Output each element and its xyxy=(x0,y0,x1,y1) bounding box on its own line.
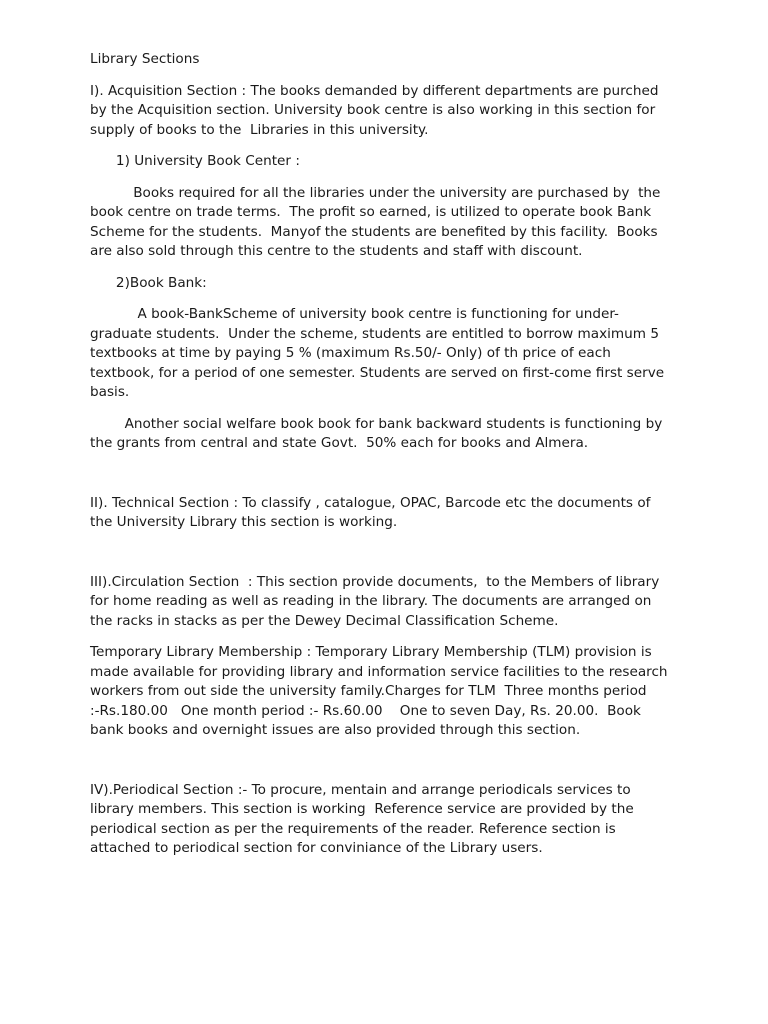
book-center-heading xyxy=(90,152,680,172)
circulation-section-paragraph xyxy=(90,573,680,632)
text-line: IV).Periodical Section :- To procure, mentain and arrange periodicals services to xyxy=(90,781,631,798)
text-line: supply of books to the Libraries in this university. xyxy=(90,121,429,138)
document-page xyxy=(90,50,680,859)
text-line: Scheme for the students. Manyof the students are benefited by this facility. Books xyxy=(90,223,658,240)
technical-section-paragraph xyxy=(90,494,680,533)
text-line: the University Library this section is working. xyxy=(90,514,398,530)
text-line: made available for providing library and information service facilities to the research xyxy=(90,663,668,680)
acquisition-paragraph xyxy=(90,82,680,141)
text-line: periodical section as per the requirements of the reader. Reference section is xyxy=(90,820,616,837)
text-line: III).Circulation Section : This section provide documents, to the Members of library xyxy=(90,573,660,590)
text-line: attached to periodical section for conviniance of the Library users. xyxy=(90,840,543,856)
text-line: A book-BankScheme of university book centre is functioning for under- xyxy=(90,306,619,322)
document-title xyxy=(90,50,680,70)
social-welfare-paragraph xyxy=(90,415,680,454)
text-line: Books required for all the libraries under the university are purchased by the xyxy=(90,184,661,201)
book-bank-paragraph xyxy=(90,305,680,403)
text-line: textbooks at time by paying 5 % (maximum Rs.50/- Only) of th price of each xyxy=(90,345,611,361)
text-line: book centre on trade terms. The profit so earned, is utilized to operate book Bank xyxy=(90,204,652,220)
title-line: Library Sections xyxy=(90,51,200,67)
text-line: bank books and overnight issues are also provided through this section. xyxy=(90,722,581,738)
text-line: textbook, for a period of one semester. Students are served on first-come first serve xyxy=(90,364,665,381)
book-center-paragraph xyxy=(90,184,680,262)
text-line: are also sold through this centre to the students and staff with discount. xyxy=(90,243,583,259)
text-line: Another social welfare book book for bank backward students is functioning by xyxy=(90,415,663,432)
temporary-membership-paragraph xyxy=(90,643,680,741)
subheading-line: 2)Book Bank: xyxy=(90,274,207,291)
text-line: workers from out side the university family.Charges for TLM Three months period xyxy=(90,683,647,699)
text-line: library members. This section is working Reference service are provided by the xyxy=(90,801,634,817)
periodical-section-paragraph xyxy=(90,781,680,859)
text-line: I). Acquisition Section : The books demanded by different departments are purched xyxy=(90,82,659,99)
text-line: basis. xyxy=(90,384,130,400)
text-line: :-Rs.180.00 One month period :- Rs.60.00 One to seven Day, Rs. 20.00. Book xyxy=(90,702,641,719)
text-line: Temporary Library Membership : Temporary Library Membership (TLM) provision is xyxy=(90,644,652,660)
text-line: the racks in stacks as per the Dewey Decimal Classification Scheme. xyxy=(90,612,559,629)
text-line: the grants from central and state Govt. 50% each for books and Almera. xyxy=(90,435,589,451)
text-line: graduate students. Under the scheme, students are entitled to borrow maximum 5 xyxy=(90,325,659,342)
subheading-line: 1) University Book Center : xyxy=(90,153,300,169)
book-bank-heading xyxy=(90,274,680,294)
text-line: II). Technical Section : To classify , catalogue, OPAC, Barcode etc the documents of xyxy=(90,494,651,511)
text-line: by the Acquisition section. University book centre is also working in this section for xyxy=(90,102,656,118)
text-line: for home reading as well as reading in the library. The documents are arranged on xyxy=(90,593,652,609)
